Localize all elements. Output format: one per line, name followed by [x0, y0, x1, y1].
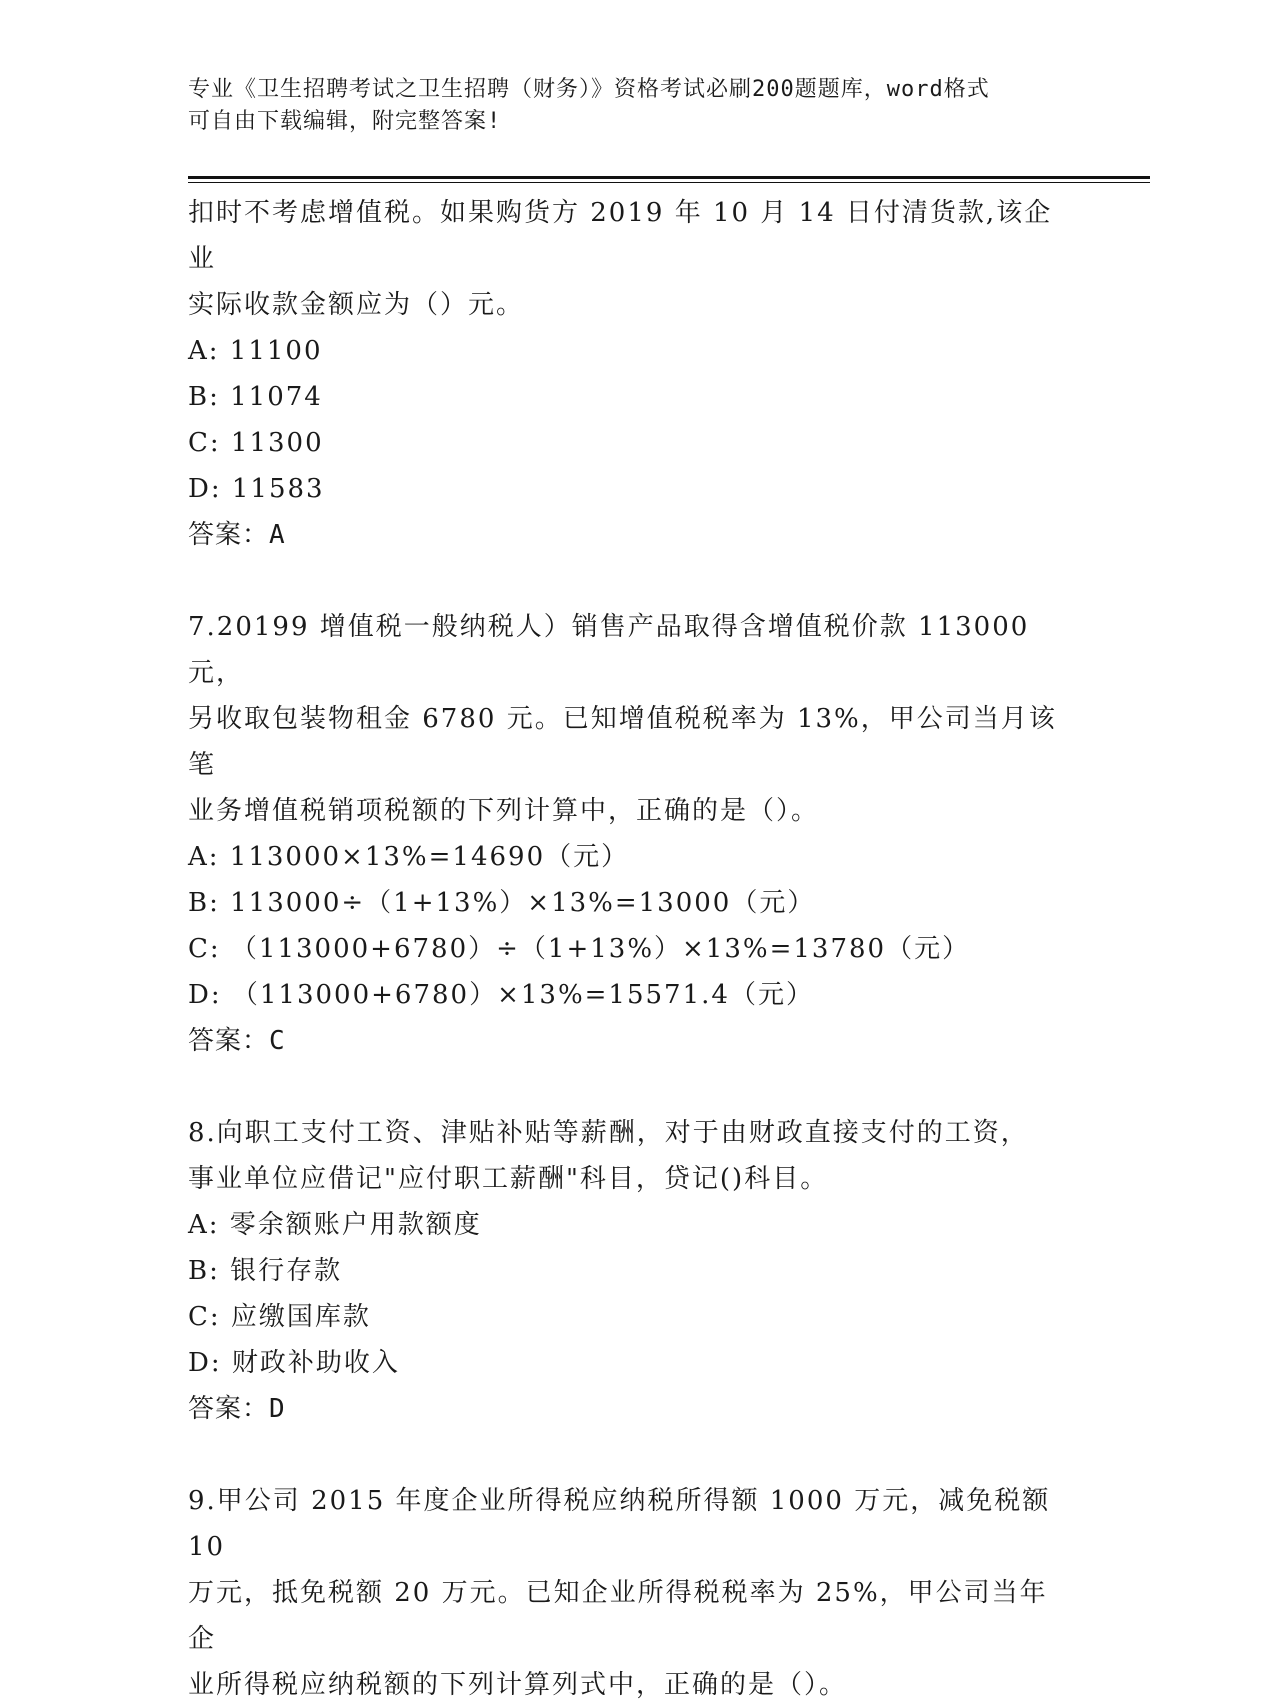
question-block: [188, 190, 1068, 558]
question-line: 万元，抵免税额 20 万元。已知企业所得税税率为 25%，甲公司当年企: [188, 1578, 1048, 1654]
question-text: [188, 1478, 1068, 1708]
option-c: C: 11300: [188, 428, 324, 458]
question-line: 9.甲公司 2015 年度企业所得税应纳税所得额 1000 万元，减免税额 10: [188, 1486, 1051, 1562]
option-b: B: 11074: [188, 382, 323, 412]
question-line: 7.20199 增值税一般纳税人）销售产品取得含增值税价款 113000 元，: [188, 612, 1030, 688]
question-line: 8.向职工支付工资、津贴补贴等薪酬，对于由财政直接支付的工资，: [188, 1118, 1029, 1148]
question-line: 扣时不考虑增值税。如果购货方 2019 年 10 月 14 日付清货款,该企业: [188, 198, 1053, 274]
question-list: [188, 190, 1068, 1708]
header-rule-thick: [188, 176, 1150, 179]
question-text: [188, 1110, 1068, 1202]
spacer: [188, 558, 1068, 604]
option-c: C: 应缴国库款: [188, 1302, 371, 1332]
answer-label: 答案：D: [188, 1394, 286, 1424]
spacer: [188, 1432, 1068, 1478]
question-text: [188, 604, 1068, 834]
question-line: 业务增值税销项税额的下列计算中，正确的是（）。: [188, 796, 820, 826]
question-block: [188, 604, 1068, 1064]
option-a: A: 113000×13%=14690（元）: [188, 842, 630, 872]
option-b: B: 银行存款: [188, 1256, 343, 1286]
option-d: D: 11583: [188, 474, 325, 504]
option-d: D: （113000+6780）×13%=15571.4（元）: [188, 980, 814, 1010]
option-a: A: 11100: [188, 336, 323, 366]
option-c: C: （113000+6780）÷（1+13%）×13%=13780（元）: [188, 934, 971, 964]
question-line: 业所得税应纳税额的下列计算列式中，正确的是（）。: [188, 1670, 848, 1700]
question-block: [188, 1110, 1068, 1432]
question-line: 事业单位应借记"应付职工薪酬"科目，贷记()科目。: [188, 1164, 829, 1194]
option-d: D: 财政补助收入: [188, 1348, 400, 1378]
question-line: 实际收款金额应为（）元。: [188, 290, 525, 320]
question-text: [188, 190, 1068, 328]
question-block: [188, 1478, 1068, 1708]
option-a: A: 零余额账户用款额度: [188, 1210, 482, 1240]
page-header: [188, 74, 1068, 138]
header-rule-thin: [188, 182, 1150, 183]
spacer: [188, 1064, 1068, 1110]
option-b: B: 113000÷（1+13%）×13%=13000（元）: [188, 888, 816, 918]
question-line: 另收取包装物租金 6780 元。已知增值税税率为 13%，甲公司当月该笔: [188, 704, 1057, 780]
answer-label: 答案：A: [188, 520, 286, 550]
answer-label: 答案：C: [188, 1026, 286, 1056]
header-line-1: 专业《卫生招聘考试之卫生招聘（财务）》资格考试必刷200题题库，word格式: [188, 77, 990, 102]
header-line-2: 可自由下载编辑，附完整答案!: [188, 109, 502, 134]
